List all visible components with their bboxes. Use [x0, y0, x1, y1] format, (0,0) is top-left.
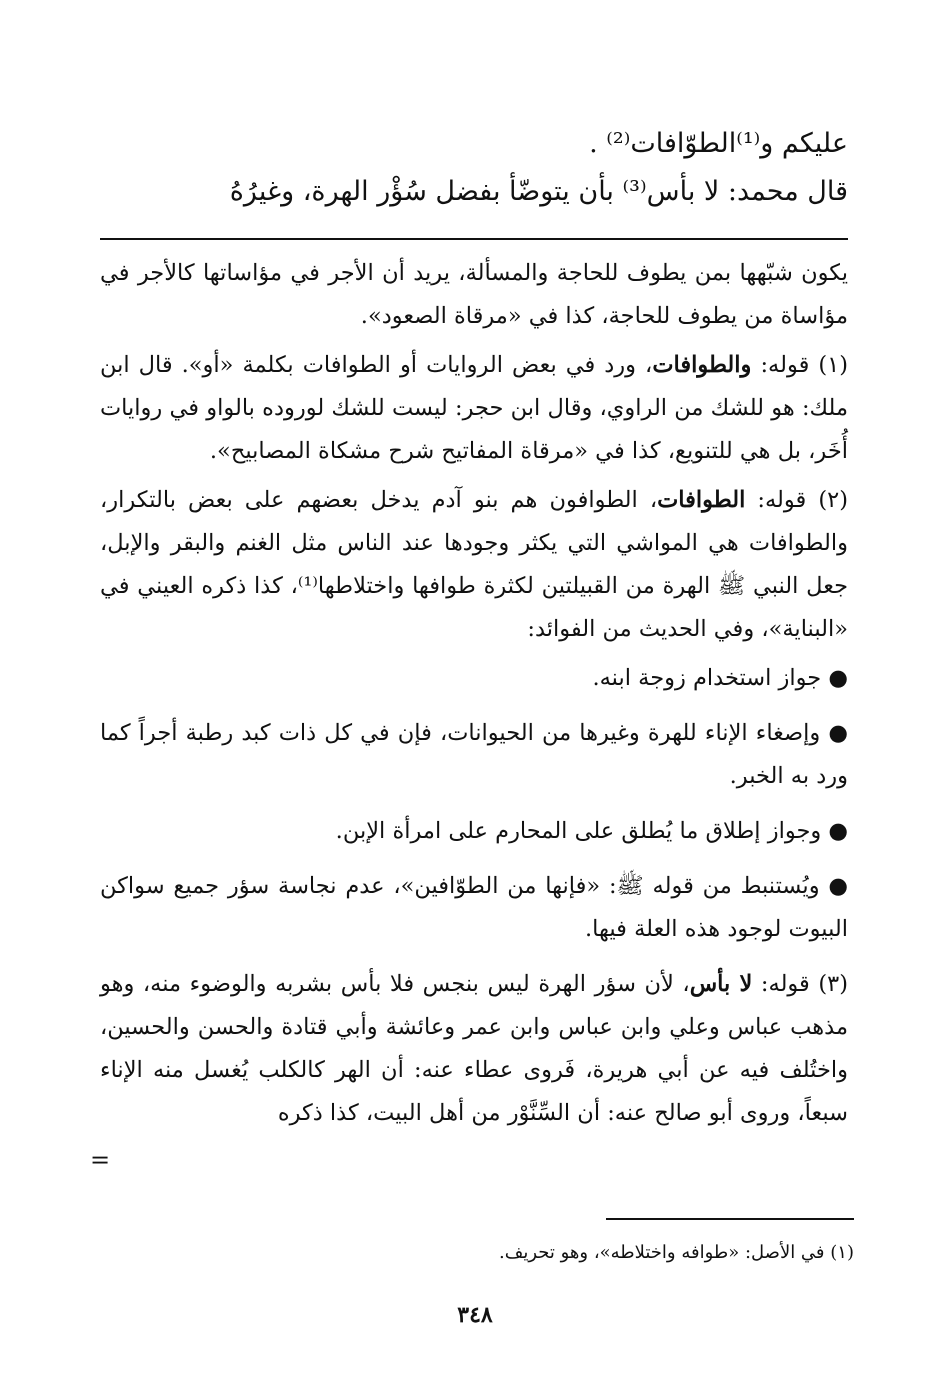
note-1 [100, 344, 848, 473]
note-3 [100, 963, 848, 1135]
benefit-item-2: ● وإصغاء الإناء للهرة وغيرها من الحيوانات، فإن في كل ذات كبد رطبة أجراً كما ورد به الخبر. [100, 720, 848, 789]
note-2-term: الطوافات [657, 487, 746, 513]
page-number: ٣٤٨ [457, 1302, 493, 1328]
commentary-continuation: يكون شبّهها بمن يطوف للحاجة والمسألة، يريد أن الأجر في مؤاساتها كالأجر في مؤاساة من يطوف للحاجة، كذا في «مرقاة الصعود». [100, 260, 848, 329]
note-2-text: ، الطوافون هم بنو آدم يدخل بعضهم على بعض بالتكرار، والطوافات هي المواشي التي يكثر وجودها عند الناس مثل الغنم والبقر والإبل، جعل النبي ﷺ الهرة من القبيلتين لكثرة طوافها واختلاطها⁽¹⁾، كذا ذكره العيني في «البناية»، وفي الحديث من الفوائد: [100, 487, 848, 642]
commentary-section [100, 252, 848, 1135]
main-text-line-2: قال محمد: لا بأس⁽³⁾ بأن يتوضّأ بفضل سُؤْر الهرة، وغيرُهُ [229, 176, 848, 207]
note-1-term: والطوافات [652, 352, 752, 378]
main-divider [100, 238, 848, 240]
footnote-divider [606, 1218, 854, 1220]
main-text-line-1: عليكم و⁽¹⁾الطوّافات⁽²⁾ . [589, 128, 848, 159]
note-3-term: لا بأس [689, 971, 753, 997]
note-1-prefix: (١) قوله: [751, 352, 848, 378]
page-body [100, 120, 848, 1141]
note-1-text: ، ورد في بعض الروايات أو الطوافات بكلمة «أو». قال ابن ملك: هو للشك من الراوي، وقال ابن حجر: ليست للشك لوروده بالواو في روايات أُخَر، بل هي للتنويع، كذا في «مرقاة المفاتيح شرح مشكاة المصابيح». [100, 352, 848, 464]
benefit-item-3: ● وجواز إطلاق ما يُطلق على المحارم على امرأة الإبن. [335, 818, 848, 844]
note-2-prefix: (٢) قوله: [745, 487, 848, 513]
note-2 [100, 479, 848, 651]
note-3-text: ، لأن سؤر الهرة ليس بنجس فلا بأس بشربه والوضوء منه، وهو مذهب عباس وعلي وابن عباس وابن عمر وعائشة وأبي قتادة والحسن والحسين، واختُلف فيه عن أبي هريرة، فَروى عطاء عنه: أن الهر كالكلب يُغسل منه الإناء سبعاً، وروى أبو صالح عنه: أن السِّنَّوْر من أهل البيت، كذا ذكره [100, 971, 848, 1126]
benefit-item-4: ● ويُستنبط من قوله ﷺ: «فإنها من الطوّافين»، عدم نجاسة سؤر جميع سواكن البيوت لوجود هذه العلة فيها. [100, 873, 848, 942]
continuation-mark: = [90, 1146, 111, 1174]
note-3-prefix: (٣) قوله: [752, 971, 849, 997]
benefit-item-1: ● جواز استخدام زوجة ابنه. [592, 665, 848, 691]
footnote: (١) في الأصل: «طوافه واختلاطه»، وهو تحريف. [498, 1242, 854, 1263]
